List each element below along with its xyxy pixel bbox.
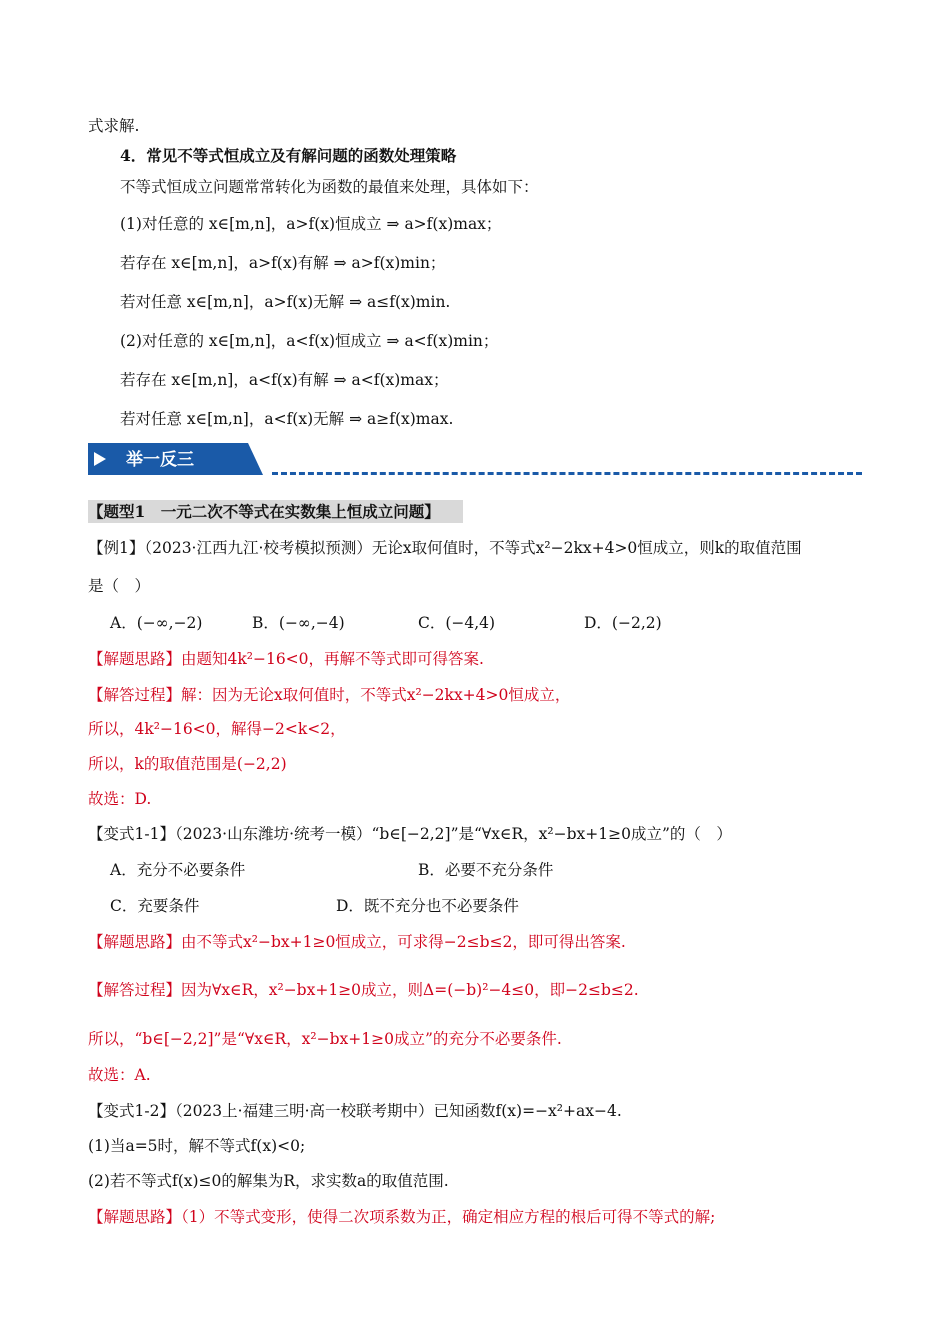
section-heading: 4．常见不等式恒成立及有解问题的函数处理策略 bbox=[120, 146, 457, 165]
solution-process: 【解答过程】因为∀x∈R，x²−bx+1≥0成立，则Δ=(−b)²−4≤0，即−2≤b≤2. bbox=[88, 981, 639, 999]
section-banner bbox=[88, 443, 263, 475]
option-b: B．必要不充分条件 bbox=[418, 861, 554, 879]
sub-question: (1)当a=5时，解不等式f(x)<0; bbox=[88, 1137, 306, 1155]
strategy-line: 若存在 x∈[m,n]，a>f(x)有解 ⇒ a>f(x)min； bbox=[120, 254, 446, 272]
solution-idea: 【解题思路】由题知4k²−16<0，再解不等式即可得答案. bbox=[88, 650, 484, 668]
option-d: D．既不充分也不必要条件 bbox=[336, 897, 519, 915]
strategy-line: (1)对任意的 x∈[m,n]，a>f(x)恒成立 ⇒ a>f(x)max； bbox=[120, 215, 502, 233]
sub-question: (2)若不等式f(x)≤0的解集为R，求实数a的取值范围. bbox=[88, 1172, 449, 1190]
solution-step: 所以，k的取值范围是(−2,2) bbox=[88, 755, 287, 773]
example-question: 【例1】（2023·江西九江·校考模拟预测）无论x取何值时，不等式x²−2kx+4>0恒成立，则k的取值范围 bbox=[88, 539, 802, 557]
text-line: 式求解. bbox=[88, 117, 140, 135]
strategy-line: (2)对任意的 x∈[m,n]，a<f(x)恒成立 ⇒ a<f(x)min； bbox=[120, 332, 499, 350]
solution-process: 【解答过程】解：因为无论x取何值时，不等式x²−2kx+4>0恒成立， bbox=[88, 686, 571, 704]
answer-line: 故选：D. bbox=[88, 790, 152, 808]
strategy-line: 若存在 x∈[m,n]，a<f(x)有解 ⇒ a<f(x)max； bbox=[120, 371, 449, 389]
variant-question: 【变式1-1】（2023·山东潍坊·统考一模）“b∈[−2,2]”是“∀x∈R，x²−bx+1≥0成立”的（ ） bbox=[88, 825, 732, 843]
solution-idea: 【解题思路】由不等式x²−bx+1≥0恒成立，可求得−2≤b≤2，即可得出答案. bbox=[88, 933, 626, 951]
option-d: D．(−2,2) bbox=[584, 614, 662, 632]
option-a: A．充分不必要条件 bbox=[110, 861, 246, 879]
answer-line: 故选：A. bbox=[88, 1066, 151, 1084]
banner-label: 举一反三 bbox=[126, 450, 194, 470]
dashed-divider bbox=[272, 472, 862, 475]
option-a: A．(−∞,−2) bbox=[110, 614, 203, 632]
strategy-line: 若对任意 x∈[m,n]，a>f(x)无解 ⇒ a≤f(x)min. bbox=[120, 293, 451, 311]
solution-step: 所以，“b∈[−2,2]”是“∀x∈R，x²−bx+1≥0成立”的充分不必要条件. bbox=[88, 1030, 562, 1048]
solution-idea: 【解题思路】（1）不等式变形，使得二次项系数为正，确定相应方程的根后可得不等式的解; bbox=[88, 1208, 716, 1226]
option-b: B．(−∞,−4) bbox=[252, 614, 345, 632]
option-c: C．(−4,4) bbox=[418, 614, 496, 632]
text-line: 不等式恒成立问题常常转化为函数的最值来处理，具体如下： bbox=[120, 178, 539, 196]
solution-step: 所以，4k²−16<0，解得−2<k<2， bbox=[88, 720, 346, 738]
strategy-line: 若对任意 x∈[m,n]，a<f(x)无解 ⇒ a≥f(x)max. bbox=[120, 410, 454, 428]
example-question-cont: 是（ ） bbox=[88, 577, 151, 595]
variant-question: 【变式1-2】（2023上·福建三明·高一校联考期中）已知函数f(x)=−x²+ax−4. bbox=[88, 1102, 622, 1120]
problem-type-title: 【题型1 一元二次不等式在实数集上恒成立问题】 bbox=[88, 502, 440, 521]
option-c: C．充要条件 bbox=[110, 897, 200, 915]
